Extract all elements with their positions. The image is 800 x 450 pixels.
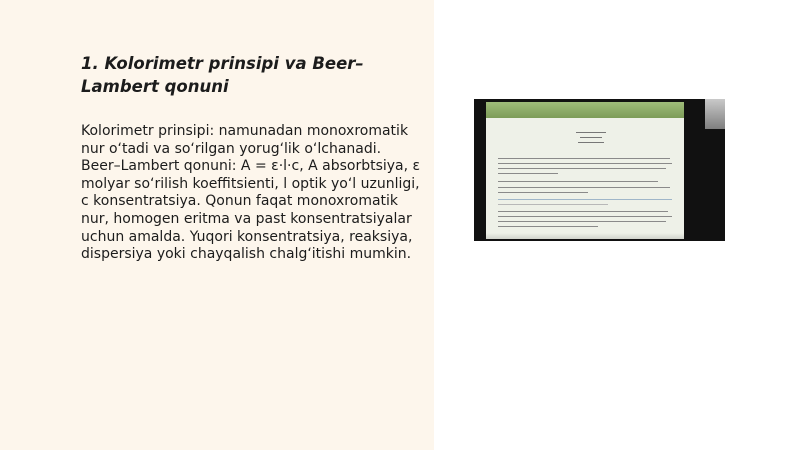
video-document-page bbox=[486, 102, 684, 239]
video-text-line bbox=[498, 204, 608, 205]
video-text-line bbox=[498, 211, 668, 212]
video-text-line bbox=[498, 226, 598, 227]
video-presenter-strip bbox=[705, 99, 725, 129]
video-text-line bbox=[498, 181, 658, 182]
video-text-line bbox=[498, 199, 672, 200]
video-text-line bbox=[498, 158, 670, 159]
video-formula-block bbox=[576, 132, 606, 152]
slide-title: 1. Kolorimetr prinsipi va Beer–Lambert qonuni bbox=[81, 54, 364, 96]
video-text-line bbox=[498, 216, 672, 217]
video-text-line bbox=[498, 163, 672, 164]
video-text-line bbox=[498, 221, 666, 222]
video-text-line bbox=[498, 192, 588, 193]
video-text-line bbox=[498, 168, 666, 169]
video-page-shadow bbox=[486, 233, 684, 239]
video-text-line bbox=[498, 187, 670, 188]
video-page-header bbox=[486, 102, 684, 118]
embedded-video[interactable] bbox=[474, 99, 725, 241]
video-text-line bbox=[498, 173, 558, 174]
slide-body-text: Kolorimetr prinsipi: namunadan monoxromatik nur o‘tadi va so‘rilgan yorug‘lik o‘lchanadi. Beer–Lambert qonuni: A = ε·l·c, A absorbtsiya, ε molyar so‘rilish koeffitsienti, l optik yo‘l uzunligi, c konsentratsiya. Qonun faqat monoxromatik nur, homogen eritma va past konsentratsiyalar uchun amalda. Yuqori konsentratsiya, reaksiya, dispersiya yoki chayqalish chalg‘itishi mumkin. bbox=[81, 123, 421, 263]
